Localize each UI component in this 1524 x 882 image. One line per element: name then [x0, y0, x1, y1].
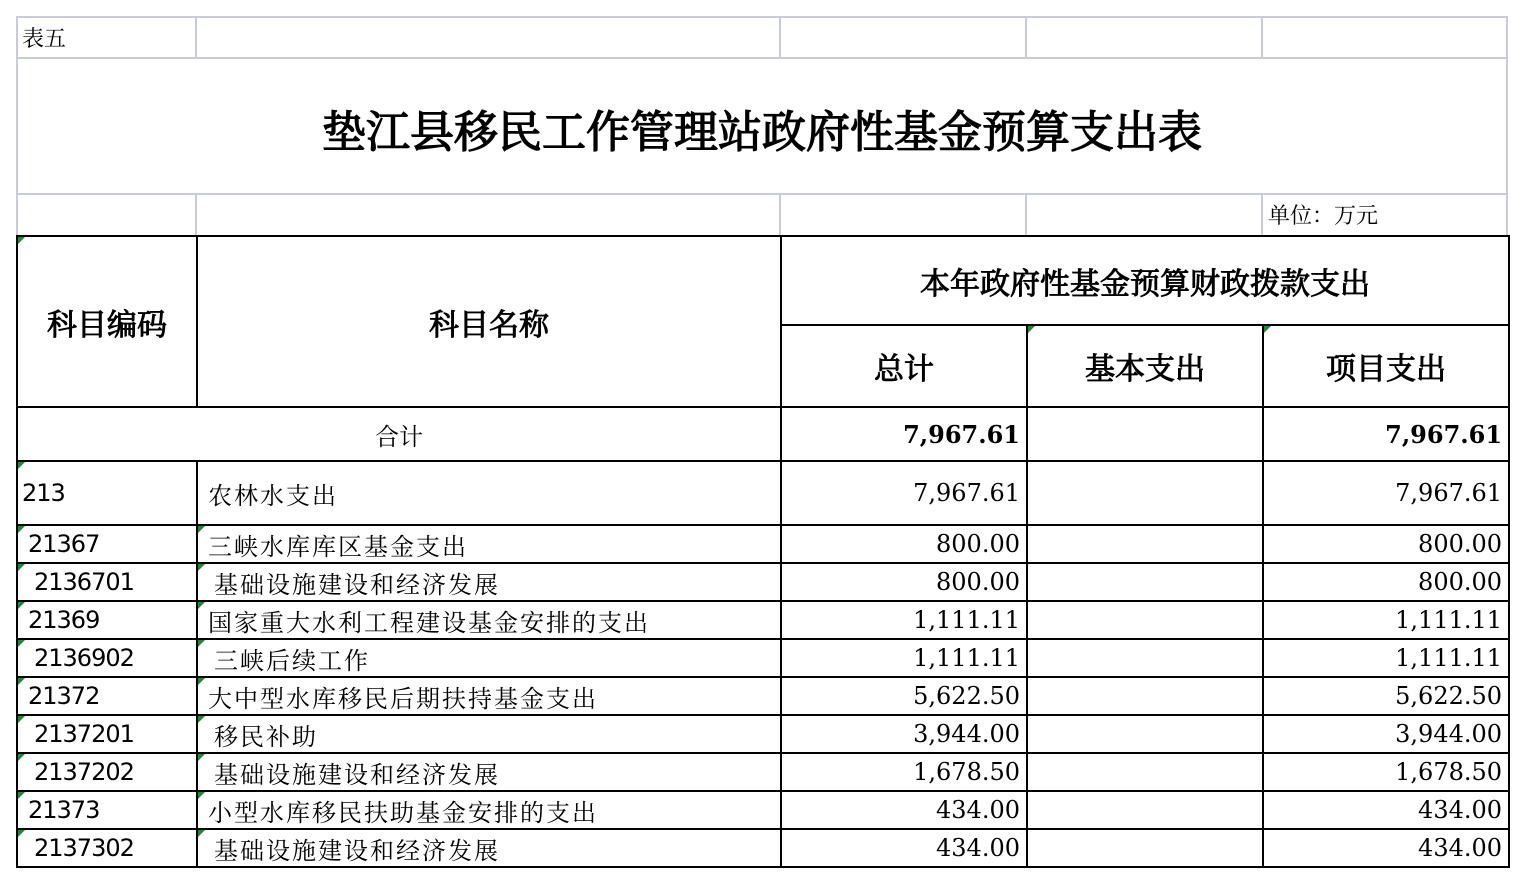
row-name: 大中型水库移民后期扶持基金支出 — [197, 677, 781, 715]
table-row — [17, 677, 1509, 715]
row-code: 21369 — [17, 601, 197, 639]
row-project: 800.00 — [1263, 563, 1509, 601]
grid-line — [1261, 16, 1263, 58]
row-name: 三峡水库库区基金支出 — [197, 525, 781, 563]
row-total: 5,622.50 — [781, 677, 1027, 715]
row-project: 1,111.11 — [1263, 601, 1509, 639]
row-total: 800.00 — [781, 563, 1027, 601]
total-project: 7,967.61 — [1263, 407, 1509, 461]
row-name: 小型水库移民扶助基金安排的支出 — [197, 791, 781, 829]
row-total: 1,678.50 — [781, 753, 1027, 791]
row-total: 800.00 — [781, 525, 1027, 563]
row-project: 1,111.11 — [1263, 639, 1509, 677]
row-code: 2137202 — [17, 753, 197, 791]
budget-table — [16, 235, 1510, 868]
row-basic — [1027, 829, 1263, 867]
grid-line — [1261, 193, 1263, 236]
row-name: 三峡后续工作 — [197, 639, 781, 677]
row-code: 21367 — [17, 525, 197, 563]
row-total: 434.00 — [781, 829, 1027, 867]
row-basic — [1027, 677, 1263, 715]
grid-line — [779, 193, 781, 236]
total-basic — [1027, 407, 1263, 461]
table-row — [17, 639, 1509, 677]
row-code: 21373 — [17, 791, 197, 829]
row-code: 213 — [17, 461, 197, 525]
row-basic — [1027, 461, 1263, 525]
total-label: 合计 — [17, 407, 781, 461]
header-row-1 — [17, 236, 1509, 325]
row-total: 3,944.00 — [781, 715, 1027, 753]
table-row — [17, 753, 1509, 791]
header-basic: 基本支出 — [1027, 325, 1263, 407]
row-basic — [1027, 639, 1263, 677]
row-basic — [1027, 601, 1263, 639]
grid-line — [16, 193, 1508, 195]
grid-line — [195, 16, 197, 58]
table-row — [17, 563, 1509, 601]
row-project: 5,622.50 — [1263, 677, 1509, 715]
row-project: 1,678.50 — [1263, 753, 1509, 791]
grid-line — [1025, 16, 1027, 58]
header-code: 科目编码 — [17, 236, 197, 407]
row-name: 国家重大水利工程建设基金安排的支出 — [197, 601, 781, 639]
row-code: 2137201 — [17, 715, 197, 753]
grid-line — [16, 57, 1508, 59]
row-code: 21372 — [17, 677, 197, 715]
row-name: 农林水支出 — [197, 461, 781, 525]
page-title: 垫江县移民工作管理站政府性基金预算支出表 — [322, 107, 1202, 158]
row-code: 2136701 — [17, 563, 197, 601]
table-row — [17, 715, 1509, 753]
table-row — [17, 461, 1509, 525]
total-row — [17, 407, 1509, 461]
row-project: 434.00 — [1263, 791, 1509, 829]
row-name: 基础设施建设和经济发展 — [197, 563, 781, 601]
row-project: 7,967.61 — [1263, 461, 1509, 525]
table-row — [17, 525, 1509, 563]
row-project: 3,944.00 — [1263, 715, 1509, 753]
header-total: 总计 — [781, 325, 1027, 407]
row-basic — [1027, 753, 1263, 791]
table-row — [17, 829, 1509, 867]
row-name: 基础设施建设和经济发展 — [197, 753, 781, 791]
header-group: 本年政府性基金预算财政拨款支出 — [781, 236, 1509, 325]
grid-line — [195, 193, 197, 236]
row-total: 434.00 — [781, 791, 1027, 829]
header-name: 科目名称 — [197, 236, 781, 407]
grid-line — [779, 16, 781, 58]
row-project: 800.00 — [1263, 525, 1509, 563]
header-project: 项目支出 — [1263, 325, 1509, 407]
row-basic — [1027, 525, 1263, 563]
table-row — [17, 601, 1509, 639]
row-code: 2137302 — [17, 829, 197, 867]
row-name: 移民补助 — [197, 715, 781, 753]
total-total: 7,967.61 — [781, 407, 1027, 461]
row-basic — [1027, 715, 1263, 753]
sheet-label: 表五 — [22, 27, 67, 52]
row-name: 基础设施建设和经济发展 — [197, 829, 781, 867]
row-basic — [1027, 563, 1263, 601]
row-basic — [1027, 791, 1263, 829]
table-row — [17, 791, 1509, 829]
grid-line — [16, 16, 1508, 18]
row-total: 1,111.11 — [781, 601, 1027, 639]
row-project: 434.00 — [1263, 829, 1509, 867]
row-total: 1,111.11 — [781, 639, 1027, 677]
row-code: 2136902 — [17, 639, 197, 677]
unit-label: 单位：万元 — [1268, 204, 1379, 229]
row-total: 7,967.61 — [781, 461, 1027, 525]
grid-line — [1025, 193, 1027, 236]
